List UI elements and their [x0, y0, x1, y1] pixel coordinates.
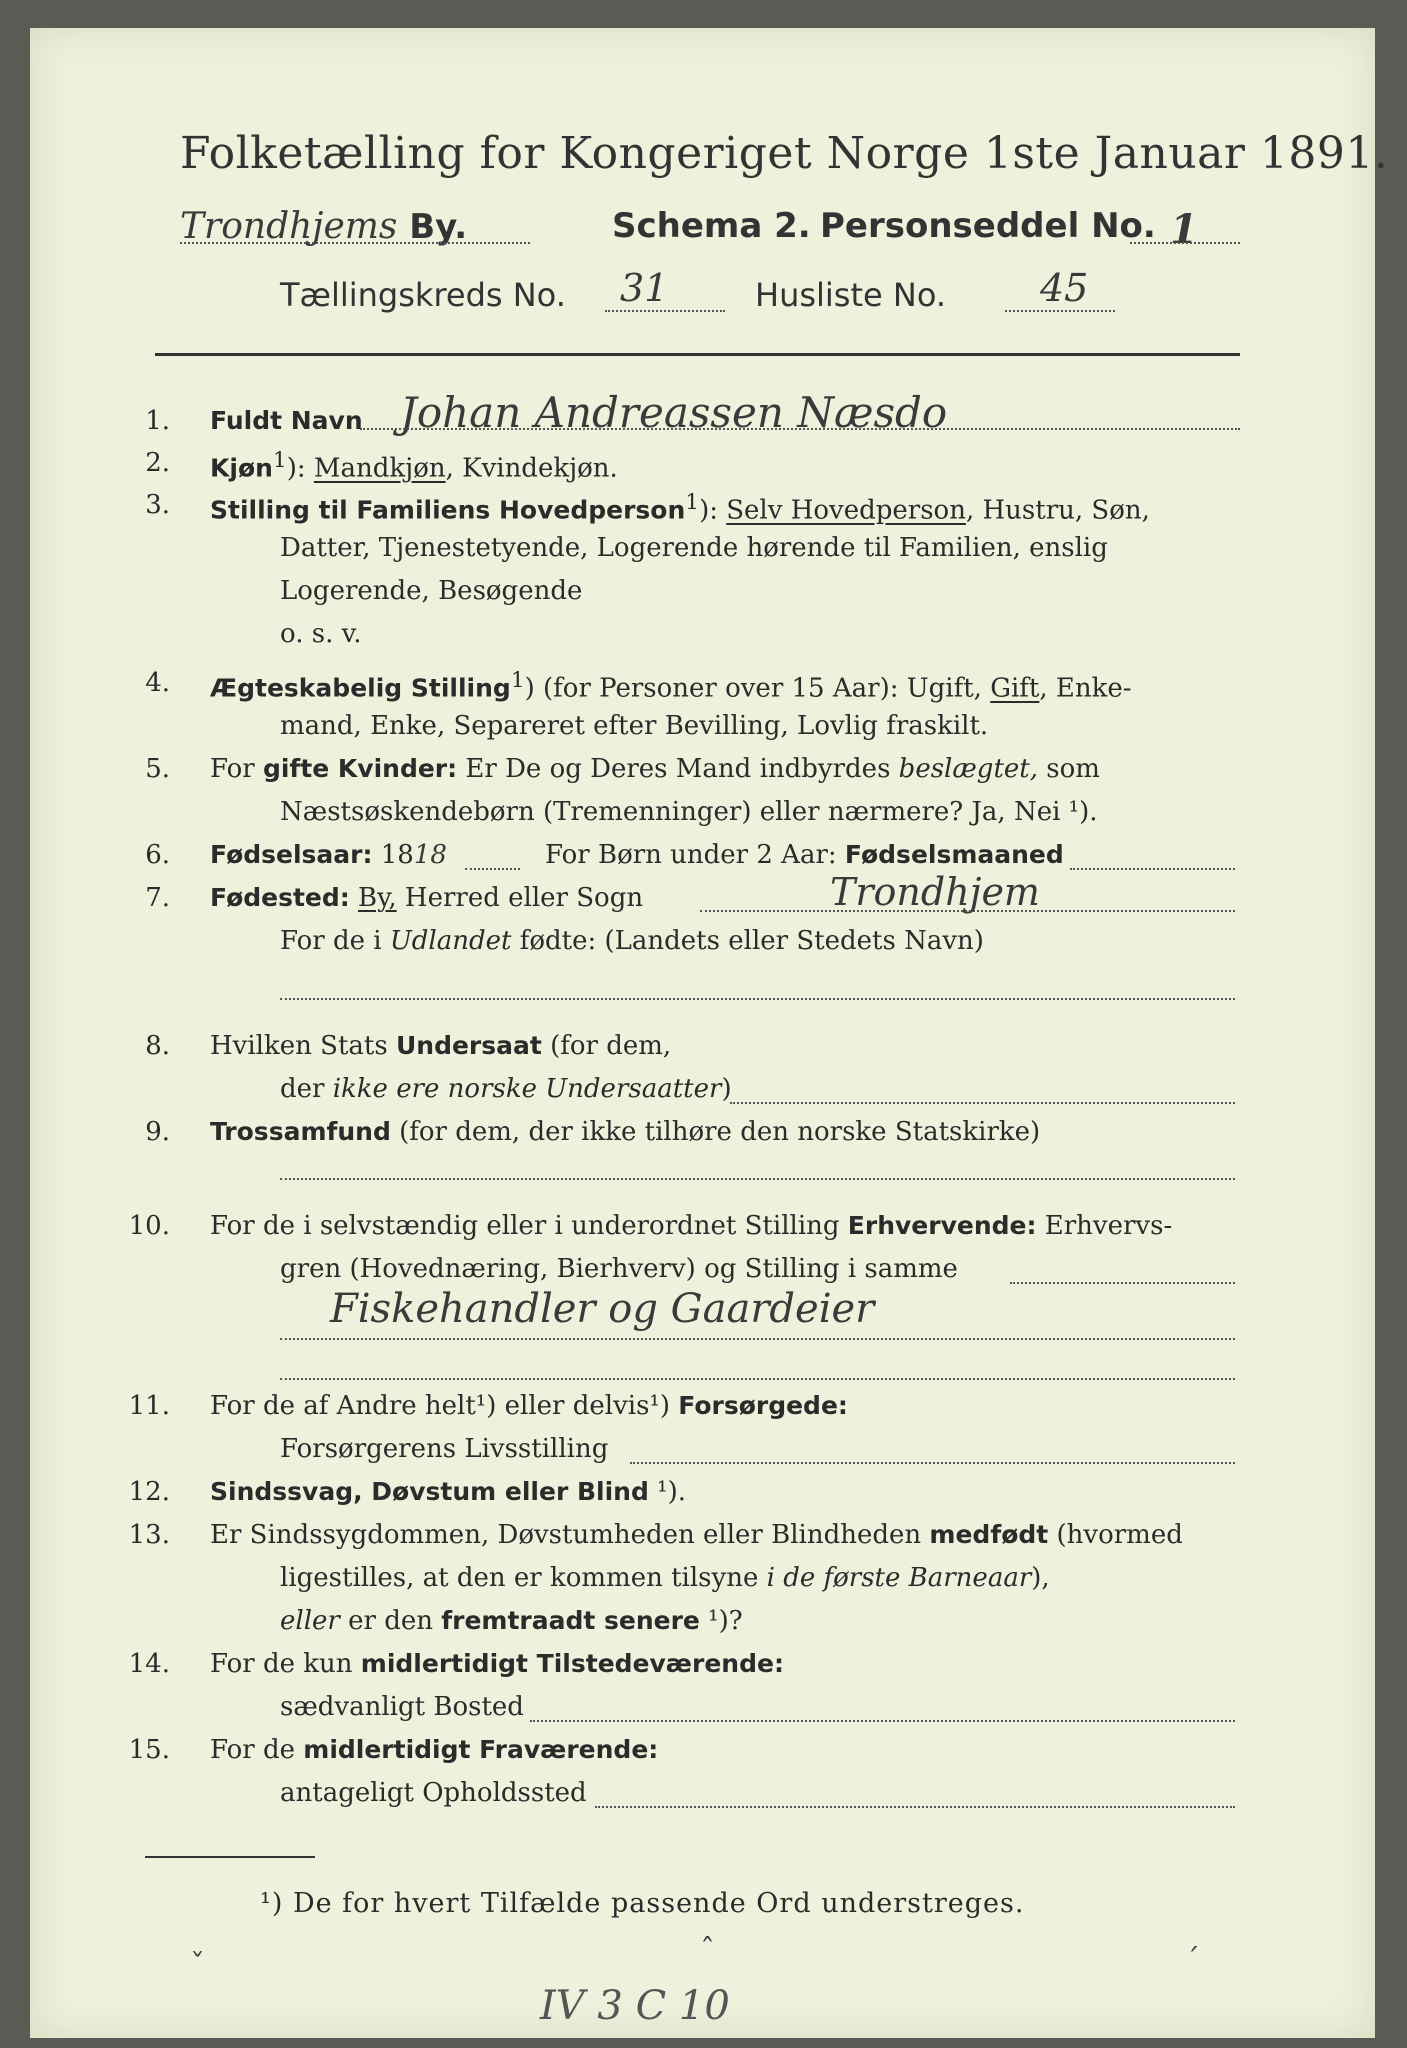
q7-text: Fødested: By, Herred eller Sogn: [210, 883, 644, 913]
q6-text2: For Børn under 2 Aar: Fødselsmaaned: [545, 840, 1064, 870]
corner-mark-left: ˇ: [190, 1948, 205, 1983]
census-form-sheet: [30, 28, 1389, 2038]
personseddel-label: Personseddel No.: [820, 206, 1156, 246]
q2-text: Kjøn$^1$): Mandkjøn, Kvindekjøn.: [210, 448, 618, 484]
husliste-label: Husliste No.: [755, 276, 946, 314]
q6-number: 6.: [145, 840, 170, 870]
kreds-handwritten: 31: [620, 266, 669, 310]
q13-line2: ligestilles, at den er kommen tilsyne i de første Barneaar),: [280, 1563, 1050, 1593]
q10-text: For de i selvstændig eller i underordnet Stilling Erhvervende: Erhvervs-: [210, 1211, 1173, 1241]
schema-label: Schema 2.: [612, 206, 811, 246]
q3-selected-option: Selv Hovedperson: [726, 495, 966, 526]
q8-line2: der ikke ere norske Undersaatter): [280, 1074, 732, 1104]
q9-number: 9.: [145, 1117, 170, 1147]
header-divider: [155, 353, 1240, 356]
q9-text: Trossamfund (for dem, der ikke tilhøre den norske Statskirke): [210, 1117, 1041, 1147]
corner-mark-right: ˊ: [1185, 1943, 1200, 1978]
q13-text: Er Sindssygdommen, Døvstumheden eller Blindheden medfødt (hvormed: [210, 1520, 1183, 1550]
form-title: Folketælling for Kongeriget Norge 1ste Januar 1891.: [180, 128, 1389, 179]
q3-line4: o. s. v.: [280, 619, 362, 649]
q15-text: For de midlertidigt Fraværende:: [210, 1735, 659, 1765]
city-line: [180, 206, 467, 247]
q5-line2: Næstsøskendebørn (Tremenninger) eller nærmere? Ja, Nei ¹).: [280, 797, 1098, 827]
q1-label: Fuldt Navn: [210, 406, 363, 435]
q15-line2: antageligt Opholdssted: [280, 1778, 587, 1808]
q10-occupation-handwritten: Fiskehandler og Gaardeier: [330, 1286, 875, 1332]
q14-line2: sædvanligt Bosted: [280, 1692, 524, 1722]
q8-text: Hvilken Stats Undersaat (for dem,: [210, 1031, 672, 1061]
footnote: ¹) De for hvert Tilfælde passende Ord understreges.: [260, 1888, 1025, 1919]
q12-number: 12.: [128, 1477, 170, 1507]
q2-number: 2.: [145, 448, 170, 478]
q11-number: 11.: [128, 1391, 170, 1421]
q11-line2: Forsørgerens Livsstilling: [280, 1434, 609, 1464]
q5-text: For gifte Kvinder: Er De og Deres Mand indbyrdes beslægtet, som: [210, 754, 1100, 784]
q5-number: 5.: [145, 754, 170, 784]
corner-mark-center: ˆ: [700, 1933, 715, 1968]
q4-line2: mand, Enke, Separeret efter Bevilling, Lovlig fraskilt.: [280, 711, 989, 741]
q7-place-handwritten: Trondhjem: [830, 870, 1040, 914]
q10-number: 10.: [128, 1211, 170, 1241]
q3-number: 3.: [145, 490, 170, 520]
q7-selected-option: By,: [358, 883, 397, 913]
q1-name-handwritten: Johan Andreassen Næsdo: [400, 388, 948, 437]
q6-year-handwritten: 18: [413, 840, 447, 870]
archive-mark: IV 3 C 10: [540, 1983, 730, 2029]
q11-text: For de af Andre helt¹) eller delvis¹) Forsørgede:: [210, 1391, 848, 1421]
by-label: By.: [409, 207, 468, 247]
q7-number: 7.: [145, 883, 170, 913]
q14-text: For de kun midlertidigt Tilstedeværende:: [210, 1649, 784, 1679]
footnote-divider: [145, 1856, 315, 1858]
city-handwritten: Trondhjems: [180, 206, 398, 247]
q3-text: Stilling til Familiens Hovedperson$^1$): Selv Hovedperson, Hustru, Søn,: [210, 490, 1150, 526]
q12-text: Sindssvag, Døvstum eller Blind ¹).: [210, 1477, 686, 1507]
q2-selected-option: Mandkjøn: [313, 453, 446, 484]
q4-selected-option: Gift: [990, 673, 1040, 704]
q13-number: 13.: [128, 1520, 170, 1550]
personseddel-handwritten: 1: [1170, 206, 1198, 253]
q4-text: Ægteskabelig Stilling$^1$) (for Personer over 15 Aar): Ugift, Gift, Enke-: [210, 668, 1132, 704]
q6-text: Fødselsaar: 1818: [210, 840, 447, 870]
q7-line2: For de i Udlandet fødte: (Landets eller Stedets Navn): [280, 926, 984, 956]
q15-number: 15.: [128, 1735, 170, 1765]
q10-line2: gren (Hovednæring, Bierhverv) og Stilling i samme: [280, 1254, 958, 1284]
q1-number: 1.: [145, 406, 170, 436]
q3-line2: Datter, Tjenestetyende, Logerende hørende til Familien, enslig: [280, 533, 1108, 563]
q4-number: 4.: [145, 668, 170, 698]
q13-line3: eller er den fremtraadt senere ¹)?: [280, 1606, 743, 1636]
kreds-label: Tællingskreds No.: [280, 276, 566, 314]
q14-number: 14.: [128, 1649, 170, 1679]
q8-number: 8.: [145, 1031, 170, 1061]
husliste-handwritten: 45: [1040, 266, 1089, 310]
q3-line3: Logerende, Besøgende: [280, 576, 583, 606]
